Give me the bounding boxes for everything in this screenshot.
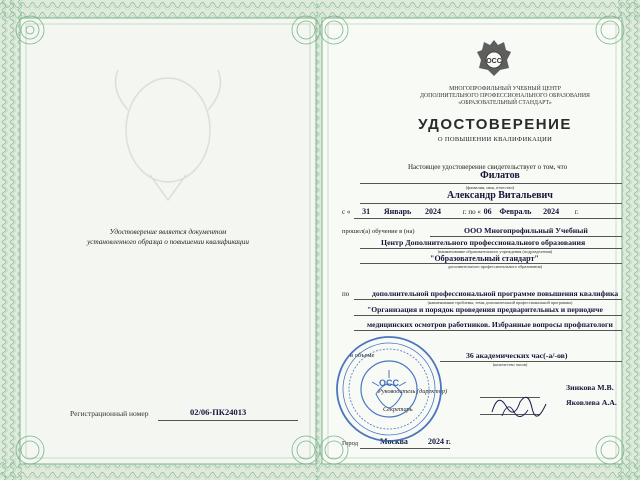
org-line1: ООО Многопрофильный Учебный [464,226,588,235]
end-suffix: г. [574,208,579,216]
reg-number: 02/06-ПК24013 [190,407,247,417]
studied-label: прошел(а) обучение в (на) [342,228,415,235]
eagle-emblem-icon [474,36,514,80]
issuer-line3: «ОБРАЗОВАТЕЛЬНЫЙ СТАНДАРТ» [458,100,552,106]
org-line2: Центр Дополнительного профессионального образования [381,238,586,247]
program-prefix: по [342,290,350,298]
org-line3: "Образовательный стандарт" [430,254,539,263]
director-label: Руководитель (директор) [378,388,448,395]
dates-row [342,207,632,216]
left-note [40,227,296,247]
program-line2: "Организация и порядок проведения предварительных и периодиче [367,305,603,314]
city-label: Город [342,440,359,447]
program-line3: медицинских осмотров работников. Избранные вопросы профпатологи [367,320,613,329]
from-prefix: с « [342,208,351,216]
start-year: 2024 [425,207,441,216]
certificate-subtitle: О ПОВЫШЕНИИ КВАЛИФИКАЦИИ [437,136,553,143]
city-value: Москва [380,437,408,446]
end-day: 06 [483,207,492,216]
certificate-title: УДОСТОВЕРЕНИЕ [418,116,572,133]
end-year: 2024 [543,207,560,216]
signature-icon [484,382,564,422]
hours-caption: (количество часов) [492,362,528,367]
holder-name: Александр Витальевич [447,190,553,201]
fio-caption: (фамилия, имя, отчество) [465,185,515,190]
start-month: Январь [383,207,412,216]
program-caption: (наименование проблемы, темы дополнительной профессиональной программы) [427,300,573,305]
director-name: Зинкова М.В. [566,383,614,392]
end-month: Февраль [499,207,532,216]
emblem-label: ОСС [486,58,502,65]
left-note-line1: Удостоверение является документом [109,228,227,236]
org-caption2: дополнительного профессионального образования) [447,264,543,269]
reg-label: Регистрационный номер [70,409,149,418]
holder-surname: Филатов [480,170,520,181]
hours-prefix: в объеме [350,352,375,359]
seal-stamp-icon [334,334,444,444]
left-note-line2: установленного образца о повышении квалификации [87,238,249,246]
program-line1: дополнительной профессиональной программе повышения квалифика [372,289,619,298]
issuer-line1: МНОГОПРОФИЛЬНЫЙ УЧЕБНЫЙ ЦЕНТР [449,86,561,92]
issuer-line2: ДОПОЛНИТЕЛЬНОГО ПРОФЕССИОНАЛЬНОГО ОБРАЗОВАНИЯ [420,93,590,99]
issuer-header [405,86,605,107]
city-year: 2024 г. [428,437,451,446]
org-caption: (наименование образовательного учреждения (подразделения) [437,249,553,254]
stamp-label: ОСС [379,378,399,388]
secretary-label: Секретарь [383,406,413,413]
start-day: 31 [362,207,371,216]
certifies-text: Настоящее удостоверение свидетельствует о том, что [408,163,568,171]
hours-value: 36 академических час(-а/-ов) [466,351,568,360]
secretary-name: Яковлева А.А. [566,398,617,407]
to-prefix: г. по « [462,208,481,216]
